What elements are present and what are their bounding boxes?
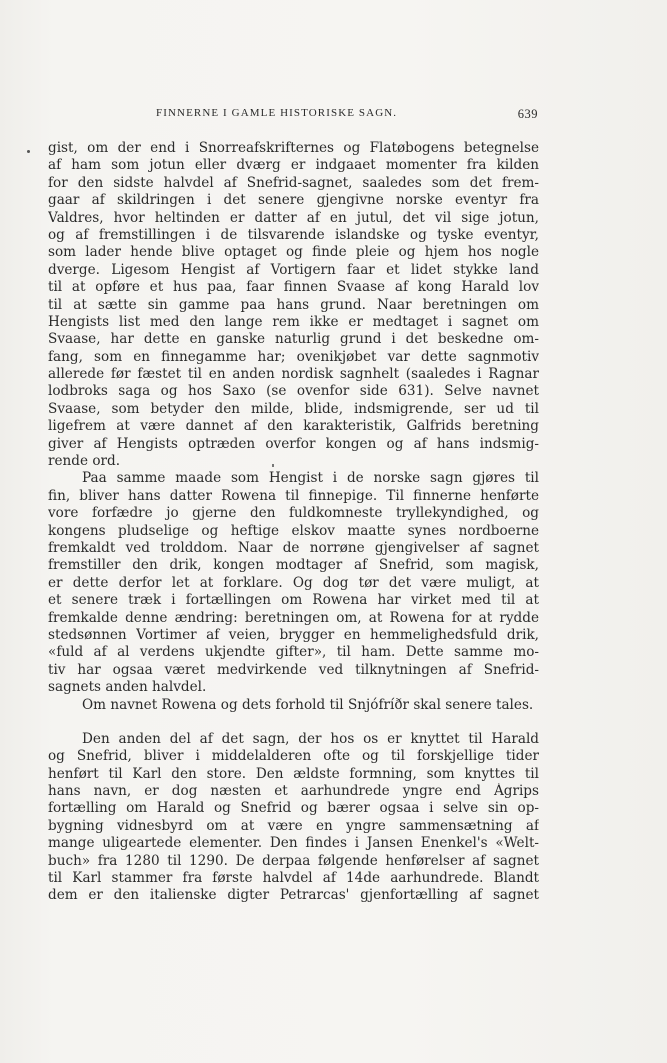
text-line: fremstiller den drik, kongen modtager af Snefrid, som magisk, [48,557,539,574]
text-line: fang, som en finnegamme har; ovenikjøbet var dette sagnmotiv [48,348,539,365]
text-line: et senere træk i fortællingen om Rowena har virket med til at [48,592,539,609]
text-line: mange uligeartede elementer. Den findes i Jansen Enenkel's «Welt- [48,835,539,852]
text-line: stedsønnen Vortimer af veien, brygger en hemmelighedsfuld drik, [48,626,539,643]
text-line: Svaase, har dette en ganske naturlig grund i det beskedne om- [48,331,539,348]
text-line: som lader hende blive optaget og finde pleie og hjem hos nogle [48,244,539,261]
text-line: er dette derfor let at forklare. Og dog tør det være muligt, at [48,574,539,591]
text-line: Hengists list med den lange rem ikke er medtaget i sagnet om [48,313,539,330]
text-line: bygning vidnesbyrd om at være en yngre sammensætning af [48,817,539,834]
text-line: rende ord. [48,453,121,470]
text-line: gaar af skildringen i det senere gjengivne norske eventyr fra [48,192,539,209]
text-line: og Snefrid, bliver i middelalderen ofte og til forskjellige tider [48,748,539,765]
text-line: til at sætte sin gamme paa hans grund. Naar beretningen om [48,296,539,313]
text-line: og af fremstillingen i de tilsvarende islandske og tyske eventyr, [48,226,539,243]
text-line: Paa samme maade som Hengist i de norske sagn gjøres til [82,470,539,487]
text-line: Den anden del af det sagn, der hos os er knyttet til Harald [82,730,539,747]
text-line: allerede før fæstet til en anden nordisk sagnhelt (saaledes i Ragnar [48,366,539,383]
text-line: fin, bliver hans datter Rowena til finnepige. Til finnerne henførte [48,487,539,504]
text-line: dverge. Ligesom Hengist af Vortigern faar et lidet stykke land [48,261,539,278]
text-line: hans navn, er dog næsten et aarhundrede yngre end Ágrips [48,783,539,800]
text-line: «fuld af al verdens ukjendte gifter», til ham. Dette samme mo- [48,644,539,661]
text-line: Om navnet Rowena og dets forhold til Snjófríðr skal senere tales. [82,696,534,713]
text-line: gist, om der end i Snorreafskrifternes og Flatøbogens betegnelse [48,140,539,156]
text-line: til at opføre et hus paa, faar finnen Svaase af kong Harald lov [48,279,539,296]
text-line: lodbroks saga og hos Saxo (se ovenfor side 631). Selve navnet [48,383,539,400]
text-line: for den sidste halvdel af Snefrid-sagnet, saaledes som det frem- [48,174,539,191]
text-line: Valdres, hvor heltinden er datter af en jutul, det vil sige jotun, [48,209,539,226]
running-head [48,107,538,123]
text-line: tiv har ogsaa været medvirkende ved tilknytningen af Snefrid- [48,661,539,678]
running-head-title: FINNERNE I GAMLE HISTORISKE SAGN. [156,107,398,119]
text-line: buch» fra 1280 til 1290. De derpaa følgende henførelser af sagnet [48,852,539,869]
text-line: fremkalde denne ændring: beretningen om, at Rowena for at rydde [48,609,539,626]
text-line: henført til Karl den store. Den ældste formning, som knyttes til [48,765,539,782]
text-line: til Karl stammer fra første halvdel af 14de aarhundrede. Blandt [48,870,539,887]
margin-speck [27,150,30,153]
paragraph-gap [48,714,539,731]
text-line: fortælling om Harald og Snefrid og bærer ogsaa i selve sin op- [48,800,539,817]
body-text [48,140,539,905]
text-line: af ham som jotun eller dværg er indgaaet momenter fra kilden [48,157,539,174]
text-line: giver af Hengists optræden overfor kongen og af hans indsmig- [48,435,539,452]
text-line: sagnets anden halvdel. [48,679,207,696]
text-line: ligefrem at være dannet af den karakteristik, Galfrids beretning [48,418,539,435]
paragraph [48,731,539,905]
paragraph [48,470,539,696]
page-number: 639 [517,107,538,121]
text-line: fremkaldt ved trolddom. Naar de norrøne gjengivelser af sagnet [48,539,539,556]
text-line: Svaase, som betyder den milde, blide, indsmigrende, ser ud til [48,400,539,417]
paragraph [48,697,539,714]
text-line: dem er den italienske digter Petrarcas' gjenfortælling af sagnet [48,887,539,904]
text-line: vore forfædre jo gjerne den fuldkomneste tryllekyndighed, og [48,505,539,522]
paragraph [48,140,539,470]
text-line: kongens pludselige og heftige elskov maatte synes nordboerne [48,522,539,539]
